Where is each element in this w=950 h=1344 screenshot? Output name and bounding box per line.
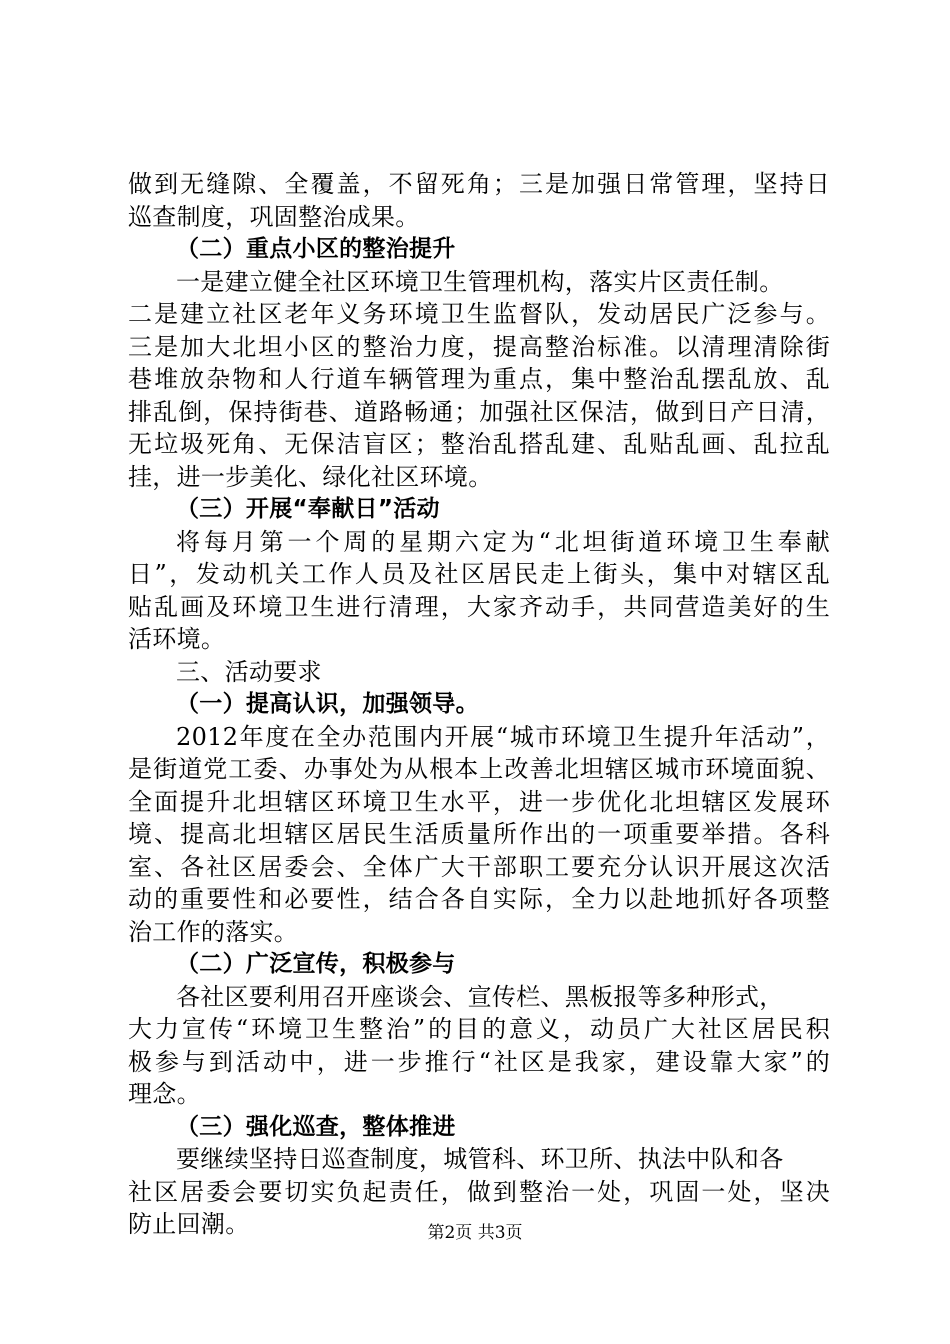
page-number-footer: 第2页 共3页 <box>427 1223 523 1243</box>
section-heading: （二）重点小区的整治提升 <box>176 236 456 262</box>
body-line: 要继续坚持日巡查制度，城管科、环卫所、执法中队和各 <box>176 1145 784 1173</box>
body-line: 活环境。 <box>128 625 226 653</box>
section-heading: （一）提高认识，加强领导。 <box>176 691 479 717</box>
body-line: 巡查制度，巩固整治成果。 <box>128 202 420 231</box>
body-line: 理念。 <box>128 1080 201 1108</box>
body-line: 境、提高北坦辖区居民生活质量所作出的一项重要举措。各科 <box>128 820 830 848</box>
section-heading: （三）强化巡查，整体推进 <box>176 1113 456 1140</box>
body-line: 巷堆放杂物和人行道车辆管理为重点，集中整治乱摆乱放、乱 <box>128 365 830 393</box>
body-line: 动的重要性和必要性，结合各自实际，全力以赴地抓好各项整 <box>128 885 830 913</box>
section-heading: （三）开展“奉献日”活动 <box>176 496 440 522</box>
chapter-heading: 三、活动要求 <box>176 657 322 686</box>
body-line: 各社区要利用召开座谈会、宣传栏、黑板报等多种形式， <box>176 982 784 1011</box>
body-line: 治工作的落实。 <box>128 917 299 946</box>
body-line: 三是加大北坦小区的整治力度，提高整治标准。以清理清除街 <box>128 332 830 361</box>
body-line: 二是建立社区老年义务环境卫生监督队，发动居民广泛参与。 <box>128 300 830 328</box>
body-line: 防止回潮。 <box>128 1210 250 1238</box>
body-line: 大力宣传“环境卫生整治”的目的意义，动员广大社区居民积 <box>128 1015 830 1043</box>
body-line: 排乱倒，保持街巷、道路畅通；加强社区保洁，做到日产日清， <box>128 397 830 426</box>
document-body <box>128 168 830 1241</box>
body-line: 贴乱画及环境卫生进行清理，大家齐动手，共同营造美好的生 <box>128 592 830 621</box>
body-line: 社区居委会要切实负起责任，做到整治一处，巩固一处，坚决 <box>128 1177 830 1206</box>
body-line: 一是建立健全社区环境卫生管理机构，落实片区责任制。 <box>176 267 784 296</box>
body-line: 是街道党工委、办事处为从根本上改善北坦辖区城市环境面貌、 <box>128 755 830 783</box>
body-line: 挂，进一步美化、绿化社区环境。 <box>128 462 493 491</box>
body-line: 极参与到活动中，进一步推行“社区是我家，建设靠大家”的 <box>128 1047 830 1076</box>
body-line: 日”，发动机关工作人员及社区居民走上街头，集中对辖区乱 <box>128 560 830 588</box>
body-line: 全面提升北坦辖区环境卫生水平，进一步优化北坦辖区发展环 <box>128 787 830 816</box>
section-heading: （二）广泛宣传，积极参与 <box>176 951 456 977</box>
body-line: 将每月第一个周的星期六定为“北坦街道环境卫生奉献 <box>176 527 830 556</box>
body-line: 做到无缝隙、全覆盖，不留死角；三是加强日常管理，坚持日 <box>128 170 830 198</box>
body-line: 室、各社区居委会、全体广大干部职工要充分认识开展这次活 <box>128 852 830 881</box>
body-line: 2012年度在全办范围内开展“城市环境卫生提升年活动”， <box>176 722 830 751</box>
body-line: 无垃圾死角、无保洁盲区；整治乱搭乱建、乱贴乱画、乱拉乱 <box>128 430 830 458</box>
